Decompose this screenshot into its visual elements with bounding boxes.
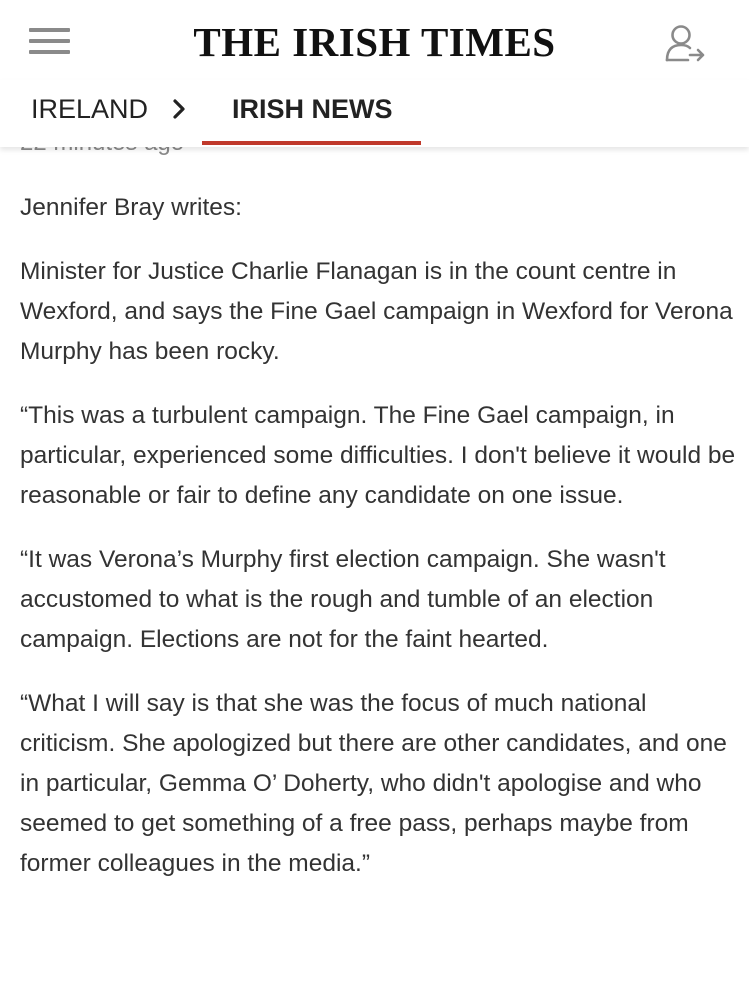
masthead-logo[interactable]: THE IRISH TIMES	[193, 19, 556, 65]
active-tab-indicator	[202, 141, 421, 145]
top-header	[0, 0, 749, 80]
user-account-icon[interactable]	[664, 22, 708, 64]
article-body	[20, 188, 738, 908]
chevron-right-icon	[168, 98, 190, 120]
section-nav	[0, 80, 749, 147]
article-paragraph: “What I will say is that she was the focus of much national criticism. She apologized but there are other candidates, and one in particular, Gemma O’ Doherty, who didn't apologise and who seemed to get something of a free pass, perhaps maybe from former colleagues in the media.”	[20, 690, 727, 877]
article-byline: Jennifer Bray writes:	[20, 194, 242, 221]
article-paragraph: Minister for Justice Charlie Flanagan is in the count centre in Wexford, and says the Fine Gael campaign in Wexford for Verona Murphy has been rocky.	[20, 258, 733, 365]
nav-section-ireland[interactable]: IRELAND	[31, 94, 149, 124]
article-paragraph: “It was Verona’s Murphy first election campaign. She wasn't accustomed to what is the rough and tumble of an election campaign. Elections are not for the faint hearted.	[20, 546, 666, 653]
nav-tab-irish-news[interactable]: IRISH NEWS	[232, 94, 393, 124]
article-paragraph: “This was a turbulent campaign. The Fine Gael campaign, in particular, experienced some difficulties. I don't believe it would be reasonable or fair to define any candidate on one issue.	[20, 402, 736, 509]
